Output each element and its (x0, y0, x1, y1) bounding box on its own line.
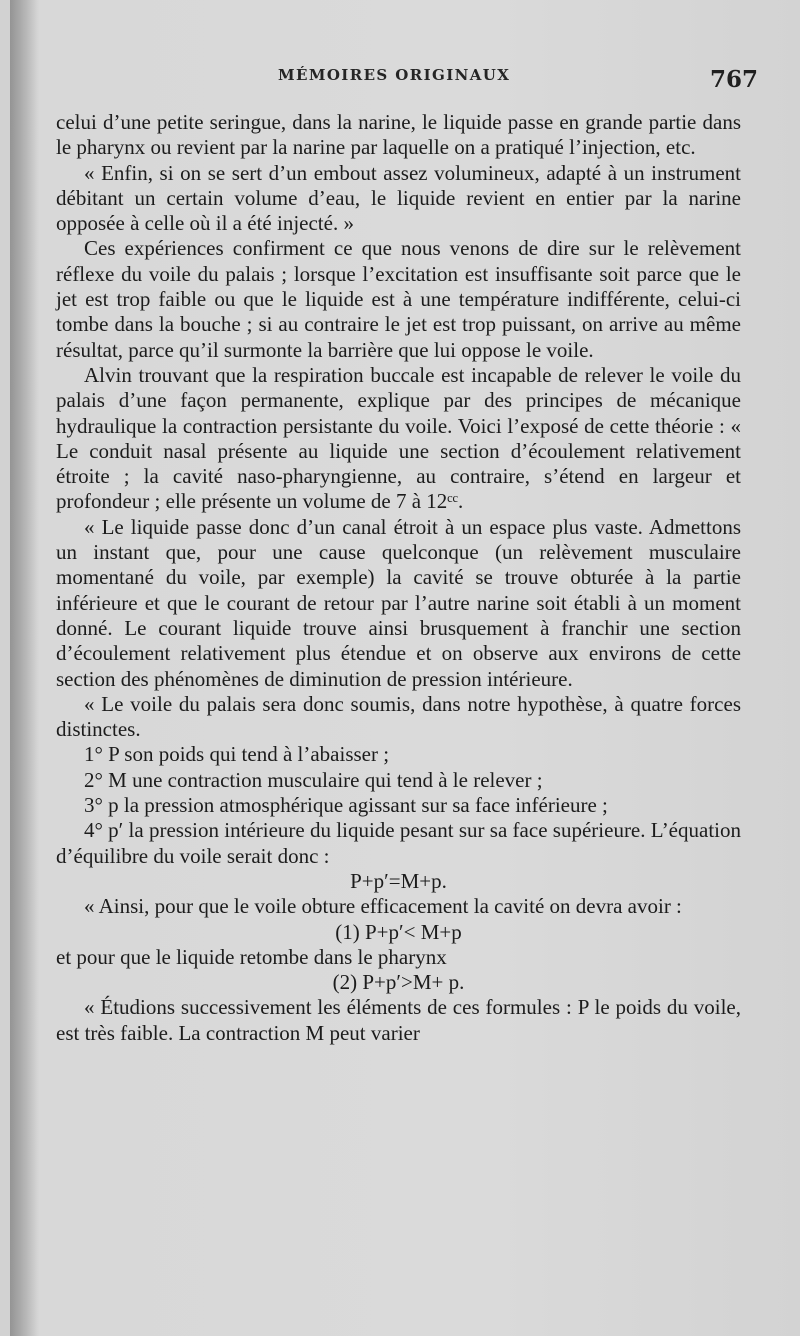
list-item-3: 3° p la pression atmosphérique agissant sur sa face inférieure ; (84, 793, 608, 818)
paragraph-final: « Étudions successivement les éléments de ces formules : P le poids du voile, est très faible. La contraction M peut varier (56, 995, 741, 1045)
binding-shadow (10, 0, 38, 1336)
paragraph-6: « Le voile du palais sera donc soumis, dans notre hypothèse, à quatre forces distinctes. (56, 691, 741, 742)
body-text (56, 110, 741, 1046)
page-number: 767 (709, 66, 758, 93)
equation-main: P+p′=M+p. (350, 868, 447, 893)
paragraph-ainsi: « Ainsi, pour que le voile obture efficacement la cavité on devra avoir : (84, 894, 682, 919)
equation-1: (1) P+p′< M+p (335, 919, 462, 944)
paragraph-2: « Enfin, si on se sert d’un embout assez volumineux, adapté à un instrument débitant un certain volume d’eau, le liquide revient en entier par la narine opposée à celle où il a été injecté. » (56, 160, 741, 236)
running-head: MÉMOIRES ORIGINAUX (278, 66, 511, 84)
paragraph-3: Ces expériences confirment ce que nous venons de dire sur le relèvement réflexe du voile du palais ; lorsque l’excitation est insuffisante soit parce que le jet est trop faible ou que le liquide est à une température indifférente, celui-ci tombe dans la bouche ; si au contraire le jet est trop puissant, on arrive au même résultat, parce qu’il surmonte la barrière que lui oppose le voile. (56, 236, 741, 362)
paragraph-et-pour: et pour que le liquide retombe dans le pharynx (56, 944, 447, 969)
list-item-4: 4° p′ la pression intérieure du liquide pesant sur sa face supérieure. L’équation d’équilibre du voile serait donc : (56, 818, 741, 868)
equation-2: (2) P+p′>M+ p. (332, 970, 465, 995)
list-item-1: 1° P son poids qui tend à l’abaisser ; (84, 742, 390, 767)
list-item-2: 2° M une contraction musculaire qui tend à le relever ; (84, 767, 543, 792)
paragraph-1: celui d’une petite seringue, dans la narine, le liquide passe en grande partie dans le pharynx ou revient par la narine par laquelle on a pratiqué l’injection, etc. (56, 110, 741, 160)
paragraph-4: Alvin trouvant que la respiration buccale est incapable de relever le voile du palais d’une façon permanente, explique par des principes de mécanique hydraulique la contraction persistante du voile. Voici l’exposé de cette théorie : « Le conduit nasal présente au liquide une section d’écoulement relativement étroite ; la cavité naso-pharyngienne, au contraire, s’étend en largeur et profondeur ; elle présente un volume de 7 à 12ᶜᶜ. (56, 362, 741, 514)
book-page (10, 0, 800, 1336)
paragraph-5: « Le liquide passe donc d’un canal étroit à un espace plus vaste. Admettons un instant que, pour une cause quelconque (un relèvement musculaire momentané du voile, par exemple) la cavité se trouve obturée à la partie inférieure et que le courant de retour par l’autre narine soit établi à un moment donné. Le courant liquide trouve ainsi brusquement à franchir une section d’écoulement relativement plus étendue et on observe aux environs de cette section des phénomènes de diminution de pression intérieure. (56, 514, 741, 691)
page-header (10, 66, 800, 96)
